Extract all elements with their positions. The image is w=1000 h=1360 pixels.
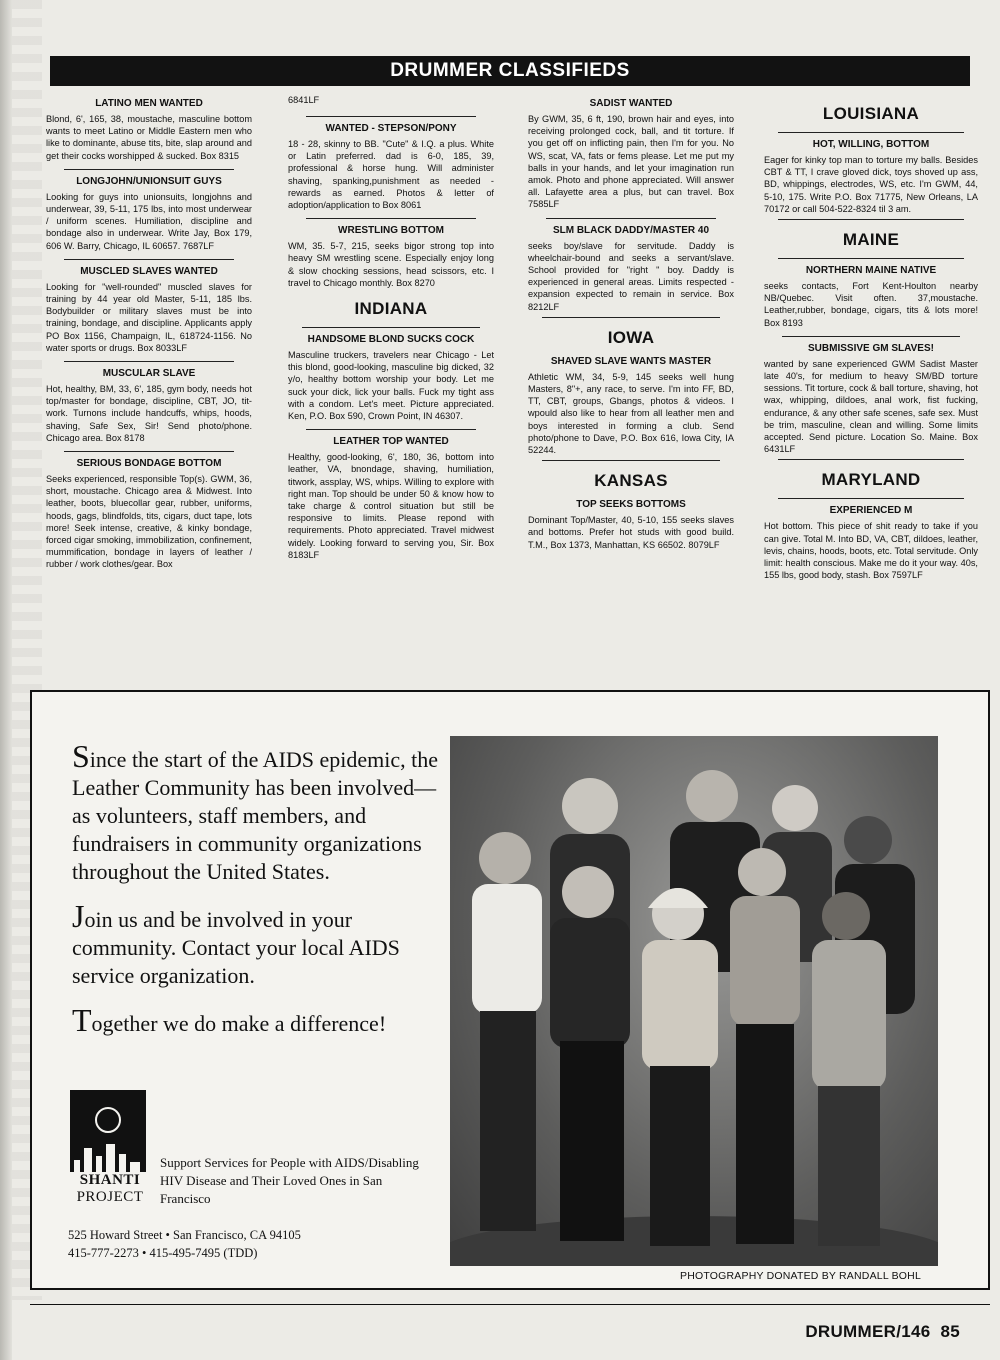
ad-divider [546, 218, 716, 219]
ad-title: MUSCLED SLAVES WANTED [80, 265, 218, 277]
ad-title: NORTHERN MAINE NATIVE [805, 265, 937, 277]
classified-ad [764, 139, 978, 215]
ad-divider [778, 459, 964, 460]
state-heading: IOWA [607, 327, 655, 347]
ad-divider [64, 361, 234, 362]
ad-body: By GWM, 35, 6 ft, 190, brown hair and eyes, into receiving prolonged cock, ball, and tit torture. If you get off on inflicting pain, then I'm for you. No WS, scat, VA, fats or fems please. Let me put my balls in your hands, and let your imagination run amok. Photo and phone appreciated. Will answer all. Lafayette area a plus, but can travel. Box 7585LF [528, 114, 734, 210]
ad-body: Looking for "well-rounded" muscled slaves for training by 44 year old Master, 5-11, 185 lbs. Bodybuilder or military slaves must be into training, bondage, and discipline. Applicants apply PO Box 1156, Champaign, IL, 618724-1156. No water sports or drugs. Box 8033LF [46, 281, 252, 353]
ad-divider [778, 132, 964, 133]
ad-divider [64, 169, 234, 170]
classified-ad [46, 368, 252, 444]
ad-body: WM, 35. 5-7, 215, seeks bigor strong top into heavy SM wrestling scene. Especially enjoy long & slow chocking sessions, head scissors, etc. I travel to Chicago monthly. Box 8270 [288, 241, 494, 288]
ad-title: SADIST WANTED [589, 98, 673, 109]
ad-title: HOT, WILLING, BOTTOM [812, 139, 930, 150]
ad-divider [306, 429, 476, 430]
ad-title: SHAVED SLAVE WANTS MASTER [550, 355, 712, 367]
group-photo-figures [450, 736, 938, 1266]
ad-divider [306, 218, 476, 219]
column-4 [764, 94, 978, 664]
ad-divider [542, 317, 720, 318]
classified-ad [528, 499, 734, 551]
ad-title: SUBMISSIVE GM SLAVES! [808, 342, 934, 354]
ad-body: Masculine truckers, travelers near Chicago - Let this blond, good-looking, masculine big dicked, 32 y/o, healthy bottom worship your body. Let me suck your dick, lick your balls. Fuck my tight ass with a condom. Let's meet. Picture appreciated. Ken, P.O. Box 590, Crown Point, IN 46307. [288, 350, 494, 422]
ad-body: Blond, 6', 165, 38, moustache, masculine bottom wants to meet Latino or Middle Eastern men who like to dominante, abuse tits, bite, slap around and get their cocks worshipped & sucked. Box 8315 [46, 114, 252, 161]
ad-title: TOP SEEKS BOTTOMS [576, 499, 686, 511]
state-heading: MARYLAND [821, 470, 921, 490]
state-heading: MAINE [842, 230, 900, 250]
section-header: DRUMMER CLASSIFIEDS [50, 56, 970, 86]
ad-body: Hot, healthy, BM, 33, 6', 185, gym body, needs hot top/master for bondage, discipline, CBT, JO, tit-work. Turnons include handcuffs, whips, hoods, shaving, Safe Sex, Sir! Send photo/phone. Chicago area. Box 8178 [46, 384, 252, 443]
ad-divider [302, 327, 480, 328]
ad-body: Seeks experienced, responsible Top(s). GWM, 36, short, moustache. Chicago area & Midwest. Into leather, boots, bluecollar gear, rubber, uniforms, hoods, gags, blindfolds, tits, cigars, duct tape, lots more! Seek intense, creative, & kinky bondage, forced cigar smoking, immobilization, confinement, mummification, bondage in layers of leather / rubber / work clothes/gear. Box [46, 474, 252, 570]
classified-ad [46, 266, 252, 354]
promo-paragraph: Join us and be involved in your community. Contact your local AIDS service organization. [72, 898, 400, 988]
logo-wordmark: SHANTI PROJECT [70, 1172, 150, 1206]
classified-ad [764, 343, 978, 456]
continued-fragment: 6841LF [288, 95, 320, 105]
ad-body: Athletic WM, 34, 5-9, 145 seeks well hung Masters, 8"+, any race, to serve. I'm into FF, BD, TT, CBT, groups, Gbangs, photos & videos. I wpould also like to hear from all leather men and boys interested in forming a club. Send photo/phone to Dave, P.O. Box 616, Iowa City, IA 52244. [528, 371, 734, 456]
classified-ad [46, 458, 252, 571]
ad-title: LEATHER TOP WANTED [333, 436, 449, 448]
ad-title: LATINO MEN WANTED [95, 98, 203, 109]
ad-title: SERIOUS BONDAGE BOTTOM [76, 458, 222, 470]
photo-credit: PHOTOGRAPHY DONATED BY RANDALL BOHL [680, 1270, 921, 1282]
ad-title: LONGJOHN/UNIONSUIT GUYS [76, 175, 222, 187]
ad-title: MUSCULAR SLAVE [102, 368, 196, 380]
ad-body: seeks boy/slave for servitude. Daddy is wheelchair-bound and seeks a servant/slave. School provided for "right " boy. Daddy is experienced in general areas. Limits respected - expansion expected to remain in service. Box 8212LF [528, 240, 734, 312]
state-heading: KANSAS [594, 471, 668, 491]
ad-body: 18 - 28, skinny to BB. "Cute" & I.Q. a plus. White or Latin preferred. dad is 6-0, 185, 39, professional & horse hung. Will administer shaving, spanking,punishment as needed - rewards as earned. Photos & letter of adoption/application to Box 8061 [288, 139, 494, 211]
ad-body: seeks contacts, Fort Kent-Houlton nearby NB/Quebec. Visit often. 37,moustache. Leather,rubber, bondage, cigars, tits & lots more! Box 8193 [764, 281, 978, 328]
ad-divider [778, 498, 964, 499]
classified-ad [764, 505, 978, 581]
shanti-project-ad [30, 690, 990, 1290]
ad-divider [778, 219, 964, 220]
page-number: 85 [940, 1322, 960, 1341]
promo-paragraph: Since the start of the AIDS epidemic, the Leather Community has been involved—as volunteers, staff members, and fundraisers in community organizations throughout the United States. [72, 738, 439, 884]
classified-ad [288, 334, 494, 422]
contact-address: 525 Howard Street • San Francisco, CA 94105 415-777-2273 • 415-495-7495 (TDD) [68, 1228, 301, 1260]
magazine-issue: DRUMMER/146 [805, 1322, 931, 1341]
ad-divider [306, 116, 476, 117]
ad-divider [542, 460, 720, 461]
classified-ad [46, 98, 252, 162]
ad-body: Hot bottom. This piece of shit ready to take if you can give. Total M. Into BD, VA, CBT, dildoes, leather, levis, chains, hoods, boots, etc. Total servitude. Only limit: health conscious. Make me do it your way. 40s, 155 lbs, good body, stash. Box 7597LF [764, 521, 978, 581]
classified-ad [528, 98, 734, 211]
column-2 [288, 94, 494, 664]
ad-title: EXPERIENCED M [829, 505, 913, 517]
ad-divider [778, 258, 964, 259]
ad-body: Eager for kinky top man to torture my balls. Besides CBT & TT, I crave gloved dick, toys shoved up ass, BD, whippings, electrodes, WS, etc. I'm GWM, 44, 5-10, 175. Write P.O. Box 71775, New Orleans, LA 70172 or call 504-522-8324 til 3 am. [764, 155, 978, 214]
state-heading: LOUISIANA [822, 104, 920, 123]
ad-body: Dominant Top/Master, 40, 5-10, 155 seeks slaves and bottoms. Prefer hot studs with good build. T.M., Box 1373, Manhattan, KS 66502. 8079LF [528, 515, 734, 550]
ad-title: HANDSOME BLOND SUCKS COCK [307, 334, 475, 346]
ad-divider [782, 336, 960, 337]
page-spine-shadow [0, 0, 12, 1360]
ad-title: WRESTLING BOTTOM [338, 225, 444, 237]
ad-divider [64, 451, 234, 452]
group-photo [450, 736, 938, 1266]
promo-copy [72, 738, 452, 1054]
classified-ad [288, 225, 494, 289]
ad-body: Healthy, good-looking, 6', 180, 36, bottom into leather, VA, bnondage, shaving, humiliation, titwork, assplay, WS, whips. Willing to explore with right man. Top should be under 50 & know how to take charge & control situation but still be responsive to limits. Please repond with requirements. Photo appreciated. Travel midwest widely. Looking forward to serving you, Sir. Box 8183LF [288, 452, 494, 560]
support-description: Support Services for People with AIDS/Disabling HIV Disease and Their Loved Ones in San Francisco [160, 1155, 419, 1206]
footer-rule [30, 1304, 990, 1305]
classified-ad [528, 225, 734, 313]
ad-divider [64, 259, 234, 260]
classified-ad [46, 176, 252, 252]
classified-ad [288, 123, 494, 211]
ad-title: WANTED - STEPSON/PONY [325, 123, 457, 134]
ad-body: Looking for guys into unionsuits, longjohns and underwear, 39, 5-11, 175 lbs, into most underwear / uniform scenes. Humiliation, discipline and bondage also in underwear. Write Jay, Box 179, 606 W. Barry, Chicago, IL 60657. 7687LF [46, 191, 252, 251]
classified-ad [764, 265, 978, 329]
state-heading: INDIANA [354, 299, 428, 319]
classified-ad [528, 356, 734, 456]
promo-tagline: Together we do make a difference! [72, 1002, 387, 1038]
column-3 [528, 94, 734, 664]
ad-title: SLM BLACK DADDY/MASTER 40 [552, 224, 710, 236]
page-footer [795, 1322, 960, 1342]
ad-body: wanted by sane experienced GWM Sadist Master late 40's, for medium to heavy SM/BD torture sessions. Tit torture, cock & ball torture, shaving, hot wax, whipping, dildoes, anal work, fist fucking, endurance, & any other safe scenes, safe sex. Must be trim, masculine, clean and willing. Some limits accepted. Send picture. Location So. Maine. Box 6431LF [764, 358, 978, 455]
classified-ad [288, 436, 494, 561]
column-1 [46, 94, 252, 664]
